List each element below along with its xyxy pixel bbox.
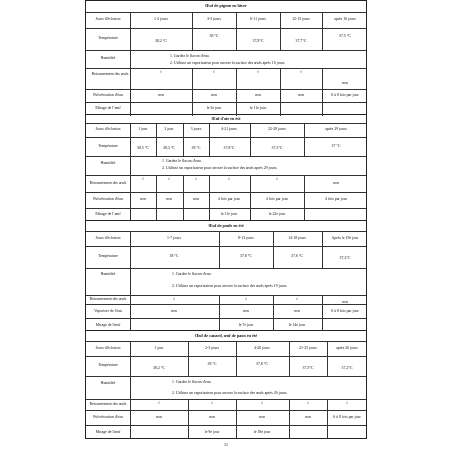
page-number: 11 [223, 442, 229, 447]
cell: 4-20 jours [254, 346, 270, 350]
cell: non [298, 93, 304, 97]
cell: √ [167, 177, 171, 181]
row-label: Retournement des œufs [89, 297, 127, 301]
cell: 37,5 °C [339, 34, 351, 38]
cell: 1-2 jours [154, 17, 168, 21]
row-label: Température [98, 36, 118, 40]
row-label: Vaporiser de l'eau [94, 309, 122, 313]
cell: après 26 jours [336, 346, 358, 350]
cell: le 9e jour [204, 430, 220, 434]
cell: non [171, 309, 177, 313]
row-label: Température [98, 144, 118, 148]
cell: 1 jour [154, 346, 164, 350]
cell: √ [295, 297, 299, 301]
cell: non [158, 93, 164, 97]
cell: √ [299, 70, 303, 74]
cell: après 16 jours [334, 17, 356, 21]
cell: non [166, 197, 172, 201]
cell: √ [306, 401, 310, 405]
cell: 4 fois par jour [266, 197, 288, 201]
cell: 2 jour [164, 127, 174, 131]
cell: le 5e jour [206, 106, 222, 110]
cell: non [305, 415, 311, 419]
table-duck-peacock [85, 331, 367, 439]
cell: 6 à 8 fois par jour [333, 415, 361, 419]
cell: 37,7°C [295, 39, 307, 43]
cell: 14-18 jours [288, 236, 306, 240]
cell: après 29 jours [325, 127, 347, 131]
cell: le 7e jour [238, 323, 254, 327]
cell: √ [159, 70, 163, 74]
row-label: Jours d'éclosion [95, 127, 121, 131]
cell: non [140, 197, 146, 201]
note: 2. Utilisez un vaporisateur pour arroser la surface des œufs après 19 jours. [172, 284, 288, 288]
row-label: Jours d'éclosion [95, 17, 121, 21]
cell: 12-15 jours [292, 17, 310, 21]
cell: non [209, 415, 215, 419]
cell: 22-28 jours [268, 127, 286, 131]
cell: non [342, 300, 348, 304]
row-label: Mirage de l’œuf [95, 106, 121, 110]
table-chicken [85, 221, 367, 331]
cell: 38 °C [191, 146, 201, 150]
cell: √ [157, 401, 161, 405]
row-label: Humidité [100, 381, 116, 385]
cell: 6 à 8 fois par jour [331, 309, 359, 313]
table-title: Œuf de poule en été [208, 223, 244, 228]
note: 1. Gardez le flacon d'eau. [162, 159, 202, 163]
row-label: Humidité [100, 161, 116, 165]
cell: 37,2°C [341, 366, 353, 370]
row-label: Retournement des œufs [89, 402, 127, 406]
cell: 3-5 jours [207, 17, 221, 21]
table-title: Œuf de canard, œuf de paon en été [194, 333, 258, 338]
cell: 4 fois par jour [325, 197, 347, 201]
cell: 8-13 jours [238, 236, 254, 240]
note: 1. Gardez le flacon d'eau. [172, 380, 212, 384]
note: 2. Utilisez un vaporisateur pour arroser la surface des œufs après 26 jours. [172, 391, 288, 395]
cell: 2-3 jours [205, 346, 219, 350]
row-label: Mirage de l'œuf [95, 430, 121, 434]
cell: √ [275, 177, 279, 181]
cell: 38 °C [209, 34, 219, 38]
cell: √ [210, 401, 214, 405]
table-title: Œuf d'oie en été [211, 116, 241, 121]
cell: √ [194, 177, 198, 181]
cell: 1-7 jours [167, 236, 181, 240]
table-goose [85, 115, 367, 221]
cell: non [156, 415, 162, 419]
cell: 1 jour [138, 127, 148, 131]
cell: le 22e jour [268, 212, 286, 216]
row-label: Pulvérisation d'eau [93, 93, 123, 97]
cell: √ [244, 297, 248, 301]
row-label: Température [98, 254, 118, 258]
cell: le 18e jour [253, 430, 271, 434]
cell: non [342, 81, 348, 85]
cell: 37,5°C [302, 366, 314, 370]
cell: 38 °C [207, 362, 217, 366]
cell: non [193, 197, 199, 201]
row-label: Pulvérisation d'eau [93, 415, 123, 419]
cell: non [333, 181, 339, 185]
cell: 38,3 °C [163, 146, 175, 150]
cell: 38,2 °C [155, 39, 167, 43]
note: 1. Gardez le flacon d'eau. [172, 272, 212, 276]
cell: √ [212, 70, 216, 74]
row-label: Retournement des œufs [91, 72, 129, 76]
cell: non [294, 309, 300, 313]
cell: √ [260, 401, 264, 405]
row-label: Humidité [100, 272, 116, 276]
row-label: Mirage de l’œuf [95, 212, 121, 216]
cell: 6 à 8 fois par jour [331, 93, 359, 97]
row-label: Retournement des œufs [89, 181, 127, 185]
row-label: Jours d'éclosion [95, 346, 121, 350]
cell: 4 fois par jour [218, 197, 240, 201]
cell: le 11e jour [249, 106, 267, 110]
cell: le 11e jour [220, 212, 238, 216]
cell: 37 °C [331, 144, 341, 148]
note: 1. Gardez le flacon d'eau. [170, 54, 210, 58]
cell: 3 jours [190, 127, 202, 131]
row-label: Humidité [100, 56, 116, 60]
cell: √ [227, 177, 231, 181]
cell: 37,8 °C [240, 254, 252, 258]
cell: non [243, 309, 249, 313]
cell: Après le 19e jour [331, 236, 359, 240]
table-pigeon [85, 0, 367, 115]
cell: 4-21 jours [221, 127, 237, 131]
cell: 38 °C [169, 254, 179, 258]
cell: non [255, 93, 261, 97]
cell: 38,5 °C [137, 146, 149, 150]
cell: 6-11 jours [250, 17, 266, 21]
cell: √ [141, 177, 145, 181]
cell: non [211, 93, 217, 97]
note: 2. Utilisez un vaporisateur pour arroser la surface des œufs après 16 jours. [170, 61, 286, 65]
cell: 21-25 jours [299, 346, 317, 350]
row-label: Température [98, 363, 118, 367]
cell: 37,2°C [339, 256, 351, 260]
row-label: Pulvérisation d'eau [93, 197, 123, 201]
cell: 37,8 °C [256, 362, 268, 366]
cell: 37,6 °C [291, 254, 303, 258]
cell: 37,8°C [223, 146, 235, 150]
cell: 38,2 °C [153, 366, 165, 370]
cell: non [259, 415, 265, 419]
row-label: Jours d'éclosion [95, 236, 121, 240]
cell: √ [256, 70, 260, 74]
cell: le 14e jour [288, 323, 306, 327]
cell: 37,5°C [271, 146, 283, 150]
cell: 37,8°C [252, 39, 264, 43]
row-label: Mirage de l'œuf [95, 323, 121, 327]
note: 2. Utilisez un vaporisateur pour arroser la surface des œufs après 29 jours. [162, 166, 278, 170]
table-title: Œuf de pigeon en hiver [205, 3, 247, 8]
cell: √ [172, 297, 176, 301]
cell: √ [345, 401, 349, 405]
